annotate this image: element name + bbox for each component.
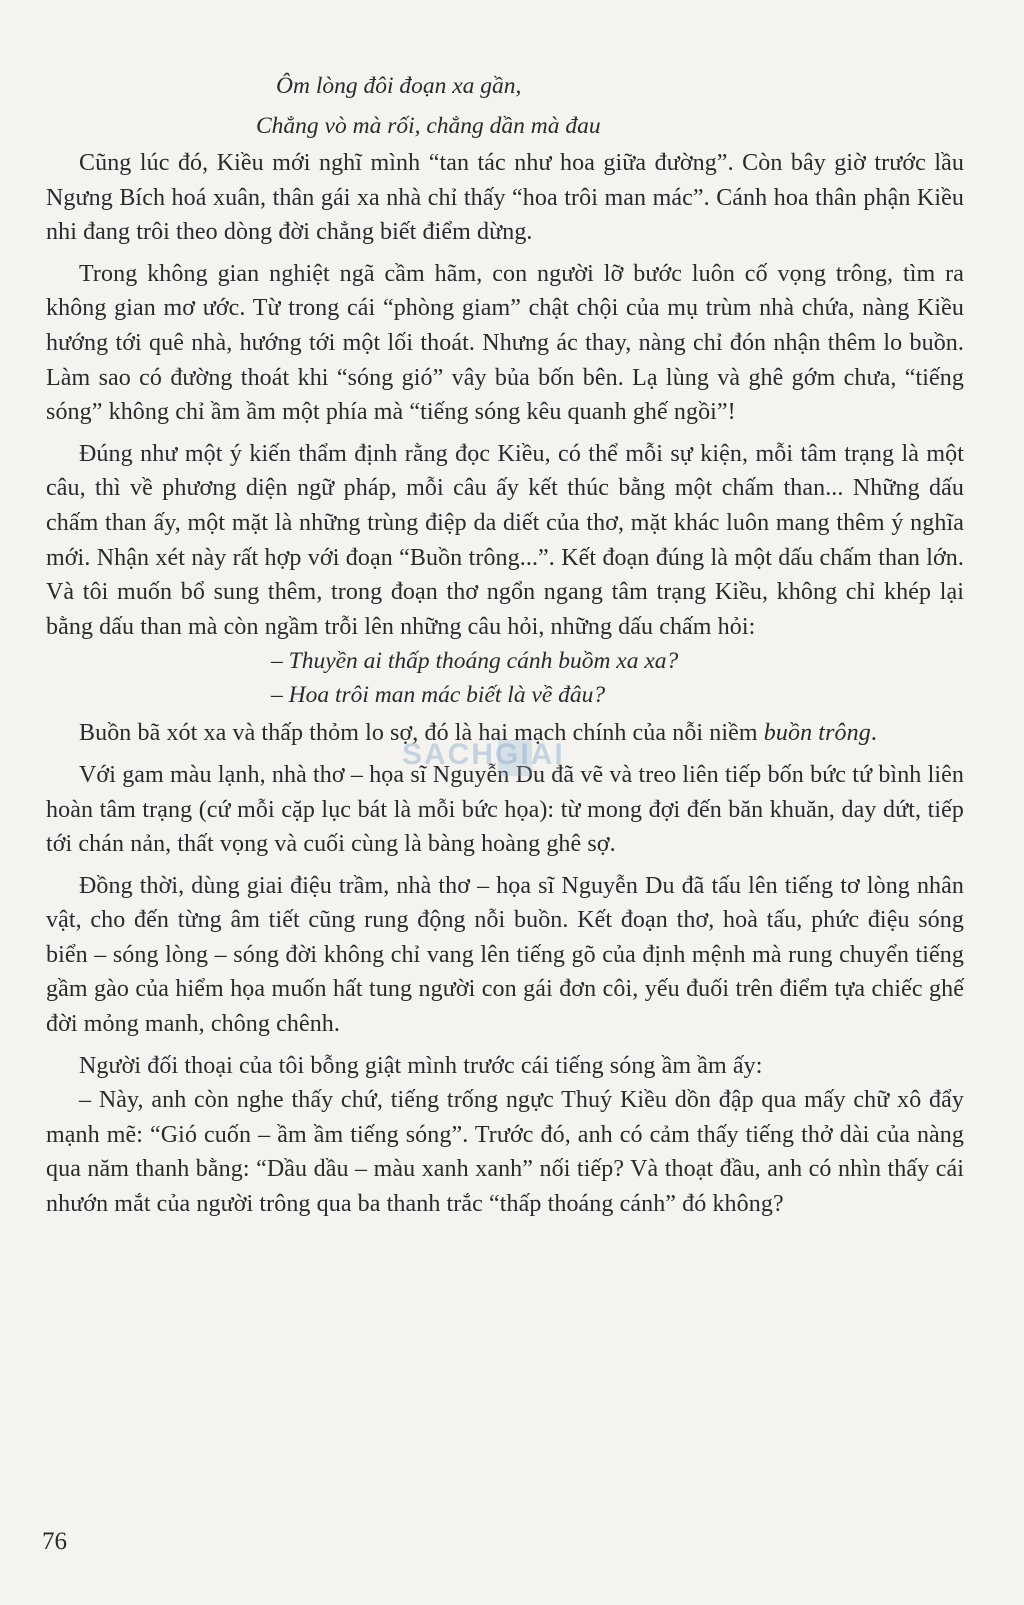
page-number: 76 (42, 1528, 67, 1555)
paragraph: Cũng lúc đó, Kiều mới nghĩ mình “tan tác như hoa giữa đường”. Còn bây giờ trước lầu Ngưng Bích hoá xuân, thân gái xa nhà chỉ thấy “hoa trôi man mác”. Cánh hoa thân phận Kiều nhi đang trôi theo dòng đời chẳng biết điểm dừng. (46, 150, 964, 246)
quote-dash: – (271, 648, 289, 675)
paragraph-end: . (870, 720, 877, 747)
quote-line-1 (46, 644, 964, 678)
verse-line-1: Ôm lòng đôi đoạn xa gần, (276, 73, 522, 99)
paragraph (46, 716, 964, 751)
paragraph: Trong không gian nghiệt ngã cầm hãm, con người lỡ bước luôn cố vọng trông, tìm ra không gian mơ ước. Từ trong cái “phòng giam” chật chội của mụ trùm nhà chứa, nàng Kiều hướng tới quê nhà, hướng tới một lối thoát. Nhưng ác thay, nàng chỉ đón nhận thêm lo buồn. Làm sao có đường thoát khi “sóng gió” vây bủa bốn bên. Lạ lùng và ghê gớm chưa, “tiếng sóng” không chỉ ầm ầm một phía mà “tiếng sóng kêu quanh ghế ngồi”! (46, 260, 964, 426)
watermark-logo: SACHGIAI (402, 738, 565, 771)
verse-line-2: Chẳng vò mà rối, chẳng dần mà đau (256, 113, 601, 139)
quote-text: Thuyền ai thấp thoáng cánh buồm xa xa? (288, 648, 679, 675)
paragraph: – Này, anh còn nghe thấy chứ, tiếng trống ngực Thuý Kiều dồn đập qua mấy chữ xô đẩy mạnh mẽ: “Gió cuốn – ầm ầm tiếng sóng”. Trước đó, anh có cảm thấy tiếng thở dài của nàng qua năm thanh bằng: “Dầu dầu – màu xanh xanh” nối tiếp? Và thoạt đầu, anh có nhìn thấy cái nhướn mắt của người trông qua ba thanh trắc “thấp thoáng cánh” đó không? (46, 1087, 964, 1218)
paragraph-text: Buồn bã xót xa và thấp thỏm lo sợ, đó là hai mạch chính của nỗi niềm (79, 720, 764, 747)
paragraph: Với gam màu lạnh, nhà thơ – họa sĩ Nguyễn Du đã vẽ và treo liên tiếp bốn bức tứ bình liên hoàn tâm trạng (cứ mỗi cặp lục bát là mỗi bức họa): từ mong đợi đến băn khuăn, day dứt, tiếp tới chán nản, thất vọng và cuối cùng là bàng hoàng ghê sợ. (46, 761, 964, 858)
paragraph: Người đối thoại của tôi bỗng giật mình trước cái tiếng sóng ầm ầm ấy: (79, 1052, 763, 1079)
paragraph: Đúng như một ý kiến thẩm định rằng đọc Kiều, có thể mỗi sự kiện, mỗi tâm trạng là một câu, thì về phương diện ngữ pháp, mỗi câu ấy kết thúc bằng một chấm than... Những dấu chấm than ấy, một mặt là những trùng điệp da diết của thơ, mặt khác luôn mang thêm ý nghĩa mới. Nhận xét này rất hợp với đoạn “Buồn trông...”. Kết đoạn đúng là một dấu chấm than lớn. Và tôi muốn bổ sung thêm, trong đoạn thơ ngổn ngang tâm trạng Kiều, không chỉ khép lại bằng dấu than mà còn ngầm trỗi lên những câu hỏi, những dấu chấm hỏi: (46, 440, 964, 640)
paragraph: Đồng thời, dùng giai điệu trầm, nhà thơ – họa sĩ Nguyễn Du đã tấu lên tiếng tơ lòng nhân vật, cho đến từng âm tiết cũng rung động nỗi buồn. Kết đoạn thơ, hoà tấu, phức điệu sóng biển – sóng lòng – sóng đời không chỉ vang lên tiếng gõ của định mệnh mà rung chuyển tiếng gầm gào của hiểm họa muốn hất tung người con gái đơn côi, yếu đuối trên điểm tựa chiếc ghế đời mỏng manh, chông chênh. (46, 872, 964, 1038)
page-body (46, 66, 964, 1222)
quote-dash: – (271, 682, 289, 709)
quote-text: Hoa trôi man mác biết là về đâu? (288, 682, 606, 709)
paragraph-italic-text: buồn trông (763, 720, 871, 747)
quote-line-2 (46, 678, 964, 712)
